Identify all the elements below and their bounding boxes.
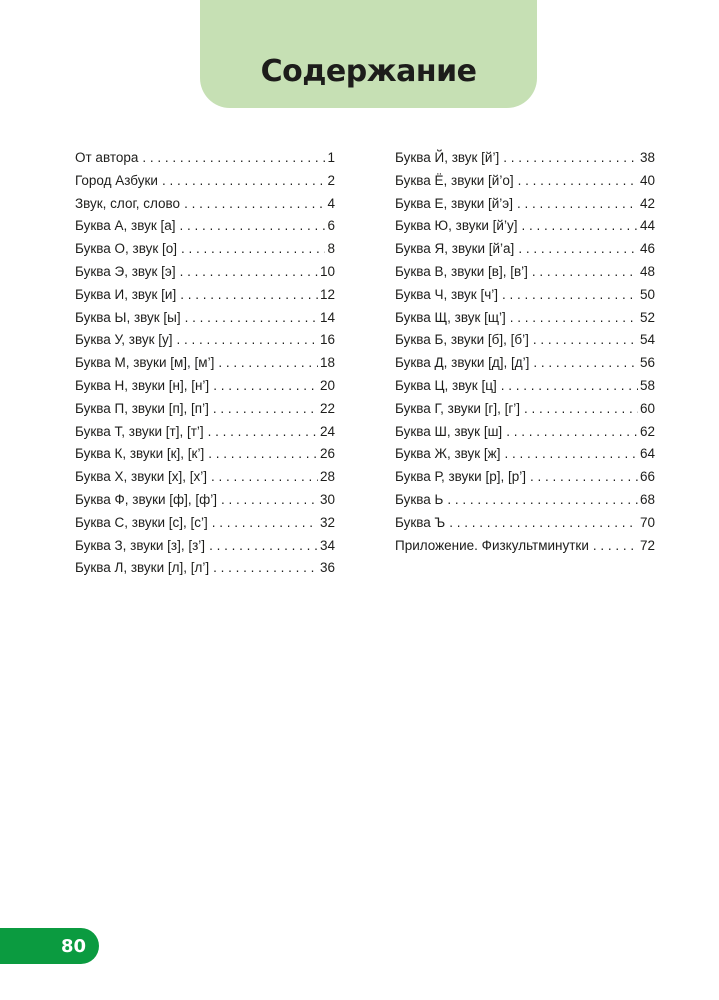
toc-entry-page: 36: [319, 560, 335, 576]
toc-entry-page: 14: [319, 309, 335, 325]
toc-entry: [75, 378, 335, 401]
toc-entry-page: 4: [327, 195, 335, 211]
toc-entry-page: 56: [639, 355, 655, 371]
toc-entry-page: 50: [639, 286, 655, 302]
toc-entry-label: Город Азбуки: [75, 172, 158, 188]
toc-dot-leader: [221, 492, 318, 507]
toc-dot-leader: [533, 355, 638, 370]
toc-entry-label: Буква Щ, звук [щ’]: [395, 309, 506, 325]
toc-entry: [395, 264, 655, 287]
toc-entry: [395, 287, 655, 310]
toc-entry-label: Буква Я, звуки [й’а]: [395, 241, 515, 257]
toc-entry: [395, 218, 655, 241]
toc-entry: [395, 469, 655, 492]
toc-entry-label: Буква А, звук [а]: [75, 218, 176, 234]
toc-dot-leader: [213, 378, 318, 393]
page-title: Содержание: [260, 53, 477, 89]
toc-entry-label: Буква К, звуки [к], [к’]: [75, 446, 205, 462]
toc-entry-label: Буква Л, звуки [л], [л’]: [75, 560, 210, 576]
page-number-tab: [0, 928, 99, 964]
title-tab: [200, 0, 537, 108]
toc-entry-page: 30: [319, 491, 335, 507]
toc-entry-page: 48: [639, 263, 655, 279]
toc-entry-label: Буква Х, звуки [х], [х’]: [75, 469, 208, 485]
toc-entry: [395, 241, 655, 264]
toc-entry-page: 68: [639, 491, 655, 507]
toc-dot-leader: [530, 469, 638, 484]
toc-entry-label: Звук, слог, слово: [75, 195, 181, 211]
toc-entry-page: 32: [319, 514, 335, 530]
toc-dot-leader: [517, 196, 638, 211]
toc-dot-leader: [180, 287, 318, 302]
toc-dot-leader: [180, 218, 326, 233]
toc-entry-page: 6: [327, 218, 335, 234]
toc-entry-page: 58: [639, 377, 655, 393]
toc-entry-label: Приложение. Физкультминутки: [395, 537, 589, 553]
toc-entry: [75, 469, 335, 492]
toc-entry-label: Буква О, звук [о]: [75, 241, 177, 257]
toc-entry-label: Буква Г, звуки [г], [г’]: [395, 400, 521, 416]
toc-entry-label: Буква Р, звуки [р], [р’]: [395, 469, 526, 485]
toc-dot-leader: [211, 469, 318, 484]
toc-entry-page: 28: [319, 469, 335, 485]
toc-dot-leader: [449, 515, 638, 530]
toc-entry-label: Буква И, звук [и]: [75, 286, 177, 302]
toc-entry: [75, 287, 335, 310]
toc-entry-page: 42: [639, 195, 655, 211]
toc-entry-page: 72: [639, 537, 655, 553]
toc-entry: [395, 401, 655, 424]
toc-entry-page: 10: [319, 263, 335, 279]
toc-dot-leader: [447, 492, 638, 507]
toc-dot-leader: [521, 218, 638, 233]
toc-dot-leader: [208, 424, 318, 439]
toc-dot-leader: [162, 173, 326, 188]
toc-entry-page: 60: [639, 400, 655, 416]
toc-entry-label: Буква У, звук [у]: [75, 332, 173, 348]
toc-entry: [395, 173, 655, 196]
toc-entry-label: Буква З, звуки [з], [з’]: [75, 537, 206, 553]
toc-entry: [395, 150, 655, 173]
toc-entry: [75, 401, 335, 424]
toc-dot-leader: [532, 264, 638, 279]
toc-dot-leader: [501, 378, 638, 393]
toc-dot-leader: [502, 287, 638, 302]
toc-entry-label: Буква Н, звуки [н], [н’]: [75, 377, 210, 393]
toc-entry-page: 34: [319, 537, 335, 553]
toc-dot-leader: [510, 310, 638, 325]
toc-entry-label: Буква Ц, звук [ц]: [395, 377, 497, 393]
toc-entry-label: Буква Ь: [395, 491, 444, 507]
toc-entry: [75, 560, 335, 583]
toc-entry-label: Буква Ю, звуки [й’у]: [395, 218, 518, 234]
toc-dot-leader: [213, 401, 318, 416]
toc-entry: [395, 515, 655, 538]
toc-dot-leader: [506, 424, 638, 439]
toc-entry-label: Буква Д, звуки [д], [д’]: [395, 355, 530, 371]
toc-dot-leader: [212, 515, 318, 530]
toc-entry-page: 16: [319, 332, 335, 348]
toc-entry-label: Буква М, звуки [м], [м’]: [75, 355, 215, 371]
toc-dot-leader: [518, 173, 638, 188]
toc-entry: [395, 310, 655, 333]
toc-entry: [395, 378, 655, 401]
toc-dot-leader: [218, 355, 318, 370]
toc-entry-page: 52: [639, 309, 655, 325]
toc-entry-label: Буква П, звуки [п], [п’]: [75, 400, 209, 416]
toc-entry-label: Буква Ё, звуки [й’о]: [395, 172, 514, 188]
toc-dot-leader: [504, 446, 638, 461]
toc-entry-label: Буква Е, звуки [й’э]: [395, 195, 513, 211]
toc-entry-label: Буква Э, звук [э]: [75, 263, 176, 279]
toc-entry-page: 26: [319, 446, 335, 462]
toc-entry-label: Буква Ж, звук [ж]: [395, 446, 501, 462]
toc-column-left: [75, 150, 335, 583]
toc-entry-page: 18: [319, 355, 335, 371]
toc-column-right: [395, 150, 655, 560]
toc-entry-page: 2: [327, 172, 335, 188]
toc-entry-label: Буква С, звуки [с], [с’]: [75, 514, 208, 530]
toc-entry-label: Буква Ф, звуки [ф], [ф’]: [75, 491, 217, 507]
toc-entry-page: 64: [639, 446, 655, 462]
toc-entry: [75, 196, 335, 219]
toc-entry: [75, 310, 335, 333]
toc-entry-page: 62: [639, 423, 655, 439]
toc-dot-leader: [142, 150, 325, 165]
toc-entry-label: От автора: [75, 150, 139, 165]
toc-entry: [75, 424, 335, 447]
page-number: 80: [60, 935, 86, 957]
toc-entry: [75, 173, 335, 196]
toc-entry: [75, 538, 335, 561]
toc-entry-label: Буква В, звуки [в], [в’]: [395, 263, 528, 279]
toc-entry-page: 22: [319, 400, 335, 416]
toc-entry: [395, 332, 655, 355]
toc-entry: [395, 196, 655, 219]
toc-entry-page: 38: [639, 150, 655, 165]
toc-dot-leader: [533, 332, 638, 347]
toc-entry: [75, 492, 335, 515]
toc-entry-page: 1: [327, 150, 335, 165]
toc-entry: [395, 355, 655, 378]
toc-entry-page: 44: [639, 218, 655, 234]
toc-entry-page: 20: [319, 377, 335, 393]
toc-entry-page: 66: [639, 469, 655, 485]
toc-entry-label: Буква Б, звуки [б], [б’]: [395, 332, 529, 348]
toc-dot-leader: [518, 241, 638, 256]
toc-entry-page: 70: [639, 514, 655, 530]
toc-entry-label: Буква Ш, звук [ш]: [395, 423, 503, 439]
toc-dot-leader: [593, 538, 638, 553]
toc-entry: [75, 264, 335, 287]
toc-entry: [75, 355, 335, 378]
toc-entry-page: 12: [319, 286, 335, 302]
toc-dot-leader: [208, 446, 318, 461]
toc-entry: [395, 538, 655, 561]
toc-dot-leader: [503, 150, 638, 165]
toc-dot-leader: [185, 310, 318, 325]
toc-entry-page: 40: [639, 172, 655, 188]
toc-dot-leader: [177, 332, 318, 347]
toc-entry-label: Буква Ы, звук [ы]: [75, 309, 181, 325]
toc-entry: [75, 241, 335, 264]
toc-entry-label: Буква Ъ: [395, 514, 446, 530]
toc-entry: [395, 424, 655, 447]
toc-entry: [75, 218, 335, 241]
toc-entry: [395, 446, 655, 469]
toc-dot-leader: [184, 196, 325, 211]
toc-entry-label: Буква Ч, звук [ч’]: [395, 286, 499, 302]
toc-entry-label: Буква Т, звуки [т], [т’]: [75, 423, 204, 439]
toc-dot-leader: [209, 538, 318, 553]
toc-entry-page: 8: [327, 241, 335, 257]
toc-dot-leader: [181, 241, 326, 256]
toc-entry-page: 46: [639, 241, 655, 257]
toc-entry-page: 54: [639, 332, 655, 348]
toc-dot-leader: [180, 264, 318, 279]
toc-entry: [75, 150, 335, 173]
toc-entry: [75, 446, 335, 469]
toc-entry-page: 24: [319, 423, 335, 439]
toc-entry: [75, 515, 335, 538]
toc-dot-leader: [524, 401, 638, 416]
toc-entry: [395, 492, 655, 515]
toc-entry-label: Буква Й, звук [й’]: [395, 150, 500, 165]
toc-entry: [75, 332, 335, 355]
toc-dot-leader: [213, 560, 318, 575]
